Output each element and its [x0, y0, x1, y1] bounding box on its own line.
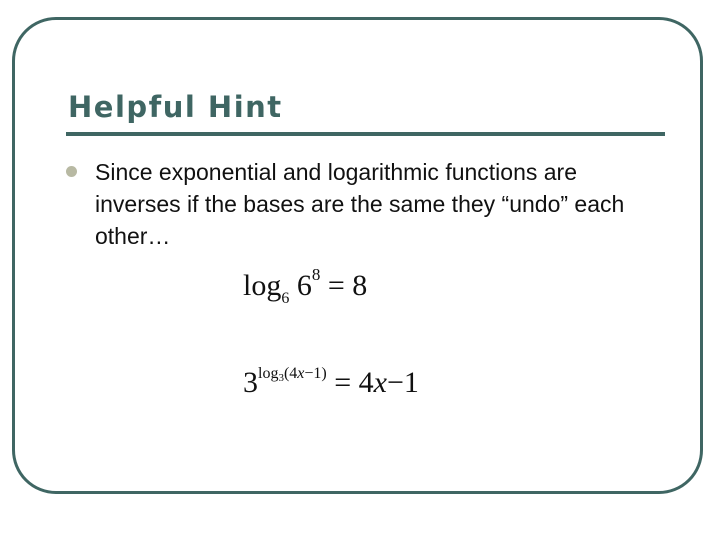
rhs-number: = 4 [334, 366, 374, 399]
log-base: 6 [281, 290, 290, 307]
rhs-variable: x [373, 366, 387, 399]
exponential-base: 3 [243, 366, 258, 399]
exponent-close: −1) [304, 365, 327, 382]
argument-base: 6 [296, 269, 312, 302]
argument-exponent: 8 [311, 265, 321, 284]
rhs-tail: −1 [387, 366, 419, 399]
equation-log-base-6 [243, 266, 367, 307]
slide-title: Helpful Hint [68, 90, 283, 124]
equation-exponential-base-3 [243, 366, 419, 398]
exponent-open: (4 [283, 365, 298, 382]
exponent-log: log [258, 365, 279, 382]
title-underline [66, 132, 665, 136]
exponent-variable: x [297, 365, 305, 382]
exponent-expression [258, 365, 327, 382]
equation-rhs: = 8 [327, 269, 368, 302]
bullet-text: Since exponential and logarithmic functions are inverses if the bases are the same they “undo” each other… [95, 159, 625, 249]
exponent-log-base: 3 [278, 372, 284, 384]
bullet-dot-icon [66, 166, 77, 177]
log-function: log [243, 269, 282, 302]
